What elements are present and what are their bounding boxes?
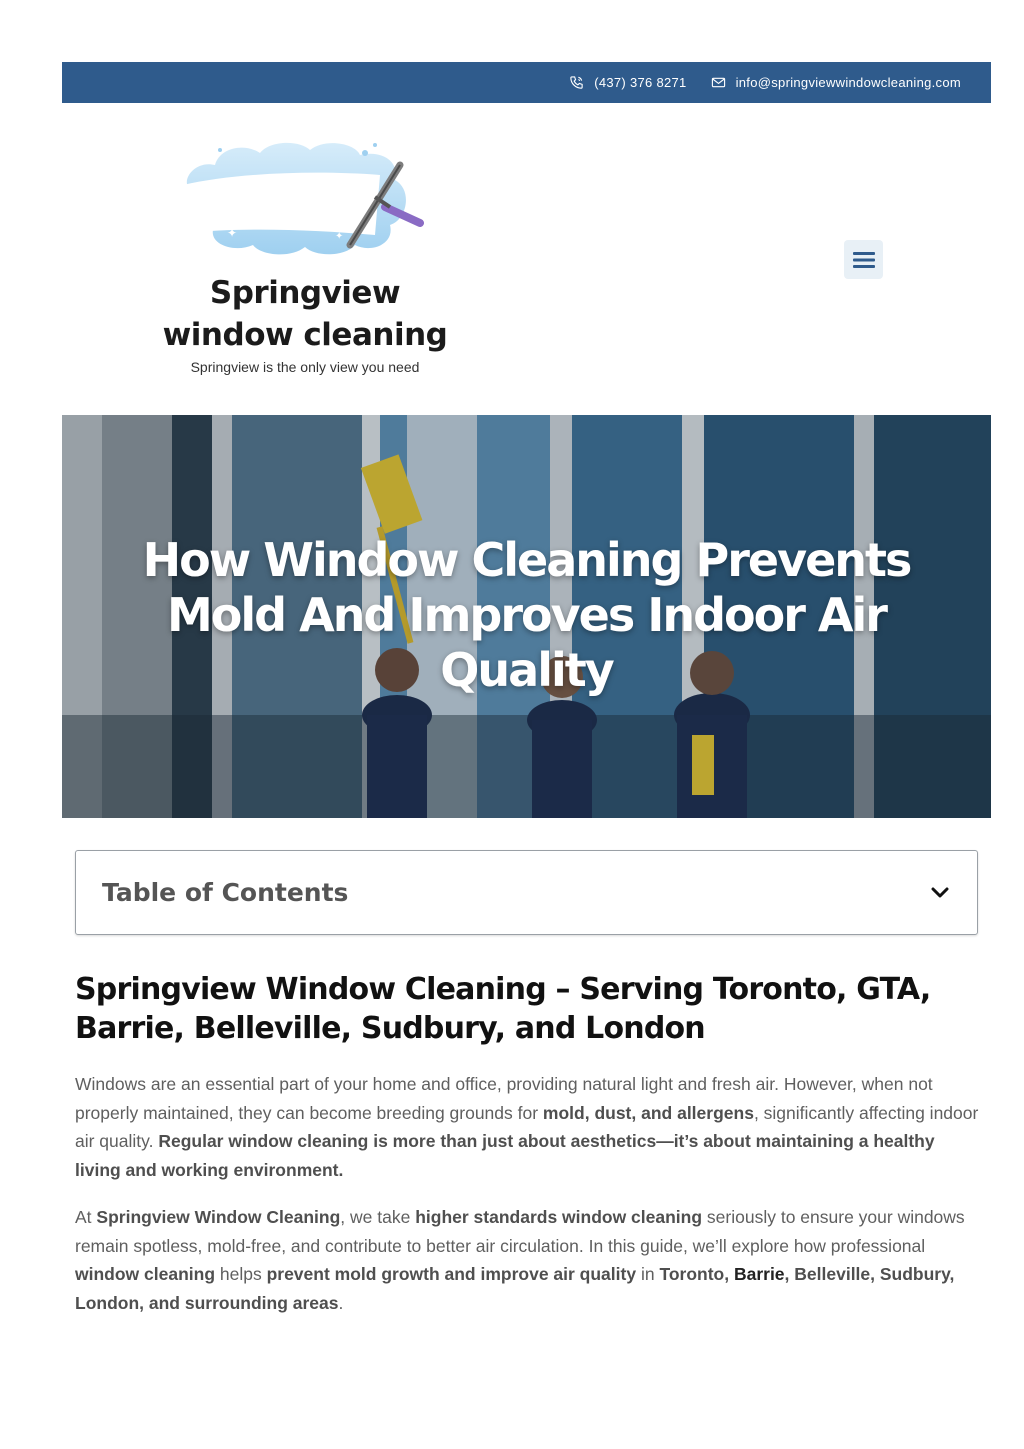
text-span: , we take bbox=[340, 1207, 416, 1227]
site-logo[interactable] bbox=[150, 135, 460, 385]
bold-text: window cleaning bbox=[75, 1264, 216, 1284]
text-span: seriously to ensure your windows remain spotless, mold-free, and contribute to better air circulation. In this guide, we’ll explore how professional bbox=[75, 1207, 965, 1256]
bold-text: Regular window cleaning is more than just about aesthetics—it’s about maintaining a healthy living and working environment. bbox=[75, 1131, 935, 1180]
bold-text: Springview Window Cleaning bbox=[96, 1207, 341, 1227]
svg-text:✦: ✦ bbox=[335, 231, 344, 242]
text-span: . bbox=[338, 1292, 344, 1313]
table-of-contents[interactable] bbox=[75, 850, 978, 935]
envelope-icon bbox=[711, 75, 726, 90]
squeegee-cloud-logo bbox=[175, 135, 435, 265]
text-span: helps bbox=[215, 1264, 267, 1284]
toc-title: Table of Contents bbox=[102, 878, 349, 907]
brand-name bbox=[150, 272, 460, 356]
brand-name-line1: Springview bbox=[209, 275, 401, 311]
svg-text:✦: ✦ bbox=[227, 226, 238, 240]
bold-text: , Belleville, Sudbury, London, and surrounding areas bbox=[75, 1264, 955, 1313]
barrie-link[interactable]: Barrie bbox=[733, 1264, 785, 1284]
chevron-down-icon bbox=[931, 887, 949, 899]
page-title: How Window Cleaning Prevents Mold And Improves Indoor Air Quality bbox=[142, 533, 911, 697]
intro-paragraph bbox=[75, 1070, 985, 1184]
email-address: info@springviewwindowcleaning.com bbox=[735, 75, 961, 90]
brand-name-line2: window cleaning bbox=[162, 317, 448, 353]
phone-number: (437) 376 8271 bbox=[594, 75, 687, 90]
hamburger-icon bbox=[852, 250, 876, 270]
about-paragraph bbox=[75, 1203, 985, 1317]
text-span: in bbox=[636, 1264, 660, 1284]
email-link[interactable] bbox=[711, 75, 961, 90]
phone-icon bbox=[569, 75, 584, 90]
top-contact-bar bbox=[62, 62, 991, 103]
text-span: , significantly affecting indoor air quality. bbox=[75, 1102, 979, 1151]
bold-text: prevent mold growth and improve air quality bbox=[266, 1264, 637, 1284]
bold-text: mold, dust, and allergens bbox=[542, 1102, 754, 1123]
bold-text: higher standards window cleaning bbox=[415, 1207, 703, 1227]
section-heading: Springview Window Cleaning – Serving Toronto, GTA, Barrie, Belleville, Sudbury, and London bbox=[75, 972, 931, 1046]
text-span: Windows are an essential part of your home and office, providing natural light and fresh air. However, when not properly maintained, they can become breeding grounds for bbox=[75, 1074, 933, 1123]
phone-link[interactable] bbox=[569, 75, 686, 90]
toc-toggle-button[interactable] bbox=[929, 882, 951, 904]
bold-text: Toronto, bbox=[659, 1264, 734, 1284]
menu-toggle-button[interactable] bbox=[844, 240, 883, 279]
hero-banner bbox=[62, 415, 991, 818]
brand-tagline: Springview is the only view you need bbox=[190, 359, 420, 375]
text-span: At bbox=[75, 1207, 97, 1227]
